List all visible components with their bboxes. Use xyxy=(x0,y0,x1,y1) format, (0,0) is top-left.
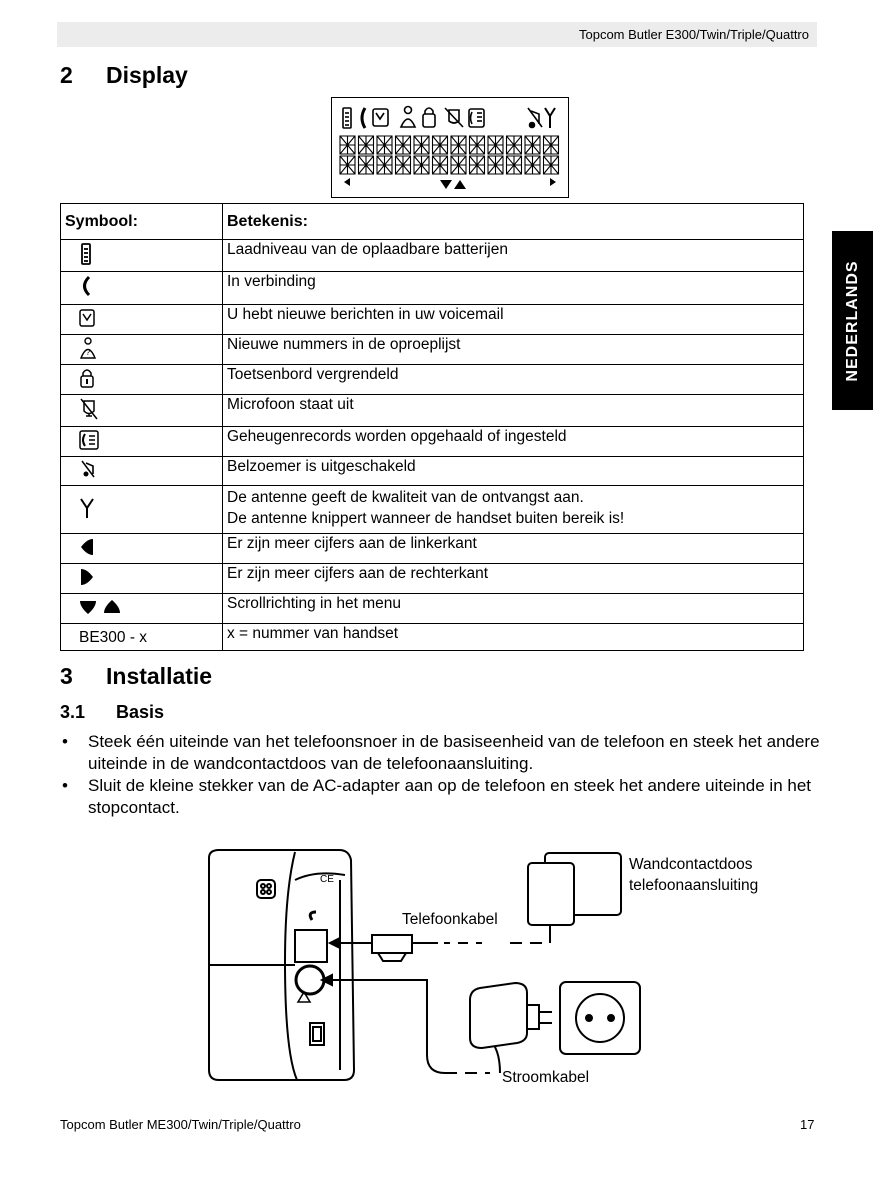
table-row xyxy=(61,395,804,427)
list-item-text: Sluit de kleine stekker van de AC-adapter aan op de telefoon en steek het andere uiteinde in het stopcontact. xyxy=(88,776,811,817)
instruction-list xyxy=(60,731,820,819)
bullet-marker: • xyxy=(62,776,68,795)
lock-icon xyxy=(79,368,95,388)
power-cable-label: Stroomkabel xyxy=(502,1069,590,1086)
meaning-cell: Er zijn meer cijfers aan de rechterkant xyxy=(223,564,804,594)
meaning-cell: Er zijn meer cijfers aan de linkerkant xyxy=(223,534,804,564)
meaning-cell: Scrollrichting in het menu xyxy=(223,594,804,624)
table-row xyxy=(61,486,804,534)
running-header xyxy=(57,22,817,47)
voicemail-icon xyxy=(79,309,95,327)
page-number: 17 xyxy=(800,1117,815,1132)
lcd-segment-digit xyxy=(377,136,392,154)
lcd-segment-digit xyxy=(359,136,374,154)
lcd-segment-digit xyxy=(396,156,411,174)
wall-socket-label-line2: telefoonaansluiting xyxy=(629,877,759,894)
scroll-arrows-icon xyxy=(79,599,123,615)
section-number: 3 xyxy=(60,663,73,689)
table-row xyxy=(61,594,804,624)
lcd-segment-digit xyxy=(507,156,522,174)
meaning-cell: Belzoemer is uitgeschakeld xyxy=(223,457,804,486)
lcd-segment-digit xyxy=(414,136,429,154)
list-item xyxy=(60,775,820,819)
caller-list-icon xyxy=(79,337,97,359)
lcd-segment-digit xyxy=(377,156,392,174)
section-number: 2 xyxy=(60,62,73,88)
symbol-table xyxy=(60,203,804,651)
column-header-symbol: Symbool: xyxy=(61,204,223,240)
lcd-segment-digit xyxy=(451,136,466,154)
list-item-text: Steek één uiteinde van het telefoonsnoer in de basiseenheid van de telefoon en steek het andere uiteinde in de wandcontactdoos van de telefoonaansluiting. xyxy=(88,732,820,773)
meaning-cell: Laadniveau van de oplaadbare batterijen xyxy=(223,240,804,272)
table-row xyxy=(61,624,804,651)
section-title: Installatie xyxy=(106,663,213,689)
section-title: Display xyxy=(106,62,188,88)
battery-icon xyxy=(79,243,93,265)
meaning-cell: Nieuwe nummers in de oproeplijst xyxy=(223,335,804,365)
section-3-1-heading xyxy=(60,702,164,723)
antenna-icon xyxy=(79,497,95,519)
meaning-cell: Geheugenrecords worden opgehaald of ingesteld xyxy=(223,427,804,457)
lcd-segment-digit xyxy=(470,136,485,154)
lcd-segment-digit xyxy=(507,136,522,154)
section-title: Basis xyxy=(116,702,165,722)
lcd-segment-digit xyxy=(340,136,355,154)
table-row xyxy=(61,272,804,305)
column-header-meaning: Betekenis: xyxy=(223,204,804,240)
meaning-line: De antenne knippert wanneer de handset buiten bereik is! xyxy=(227,510,625,527)
list-item xyxy=(60,731,820,775)
bullet-marker: • xyxy=(62,732,68,751)
lcd-segment-digit xyxy=(433,156,448,174)
table-row xyxy=(61,335,804,365)
meaning-cell xyxy=(223,486,804,534)
meaning-cell: Microfoon staat uit xyxy=(223,395,804,427)
section-3-heading xyxy=(60,663,212,690)
table-row xyxy=(61,427,804,457)
svg-text:CE: CE xyxy=(320,874,334,885)
lcd-segment-digit xyxy=(340,156,355,174)
arrow-left-icon xyxy=(79,538,95,556)
meaning-cell: In verbinding xyxy=(223,272,804,305)
lcd-segment-digit xyxy=(359,156,374,174)
table-row xyxy=(61,457,804,486)
footer-title: Topcom Butler ME300/Twin/Triple/Quattro xyxy=(60,1117,301,1132)
table-row xyxy=(61,365,804,395)
lcd-segment-digit xyxy=(451,156,466,174)
lcd-segment-digit xyxy=(396,136,411,154)
running-title: Topcom Butler E300/Twin/Triple/Quattro xyxy=(578,27,809,42)
symbol-text-cell: BE300 - x xyxy=(61,624,223,651)
section-number: 3.1 xyxy=(60,702,86,722)
lcd-segment-digit xyxy=(488,156,503,174)
lcd-display-illustration xyxy=(331,97,569,198)
lcd-segment-digit xyxy=(525,136,540,154)
language-tab-label: NEDERLANDS xyxy=(844,259,861,382)
mic-off-icon xyxy=(79,398,99,420)
svg-text:?: ? xyxy=(85,347,91,357)
meaning-cell: Toetsenbord vergrendeld xyxy=(223,365,804,395)
meaning-cell: x = nummer van handset xyxy=(223,624,804,651)
meaning-line: De antenne geeft de kwaliteit van de ontvangst aan. xyxy=(227,489,584,506)
lcd-segment-digit xyxy=(414,156,429,174)
ringer-off-icon xyxy=(79,459,97,479)
lcd-segment-digit xyxy=(488,136,503,154)
phone-cable-label: Telefoonkabel xyxy=(402,911,498,928)
table-row xyxy=(61,240,804,272)
handset-icon xyxy=(79,275,93,297)
table-header-row xyxy=(61,204,804,240)
lcd-segment-digit xyxy=(544,136,559,154)
table-row xyxy=(61,564,804,594)
meaning-cell: U hebt nieuwe berichten in uw voicemail xyxy=(223,305,804,335)
section-2-heading xyxy=(60,62,188,89)
lcd-segment-digit xyxy=(433,136,448,154)
language-tab xyxy=(832,231,873,410)
table-row xyxy=(61,534,804,564)
lcd-segment-digit xyxy=(525,156,540,174)
wall-socket-label-line1: Wandcontactdoos xyxy=(629,856,753,873)
arrow-right-icon xyxy=(79,568,95,586)
lcd-segment-digit xyxy=(470,156,485,174)
phonebook-icon xyxy=(79,430,99,450)
table-row xyxy=(61,305,804,335)
lcd-segment-digit xyxy=(544,156,559,174)
